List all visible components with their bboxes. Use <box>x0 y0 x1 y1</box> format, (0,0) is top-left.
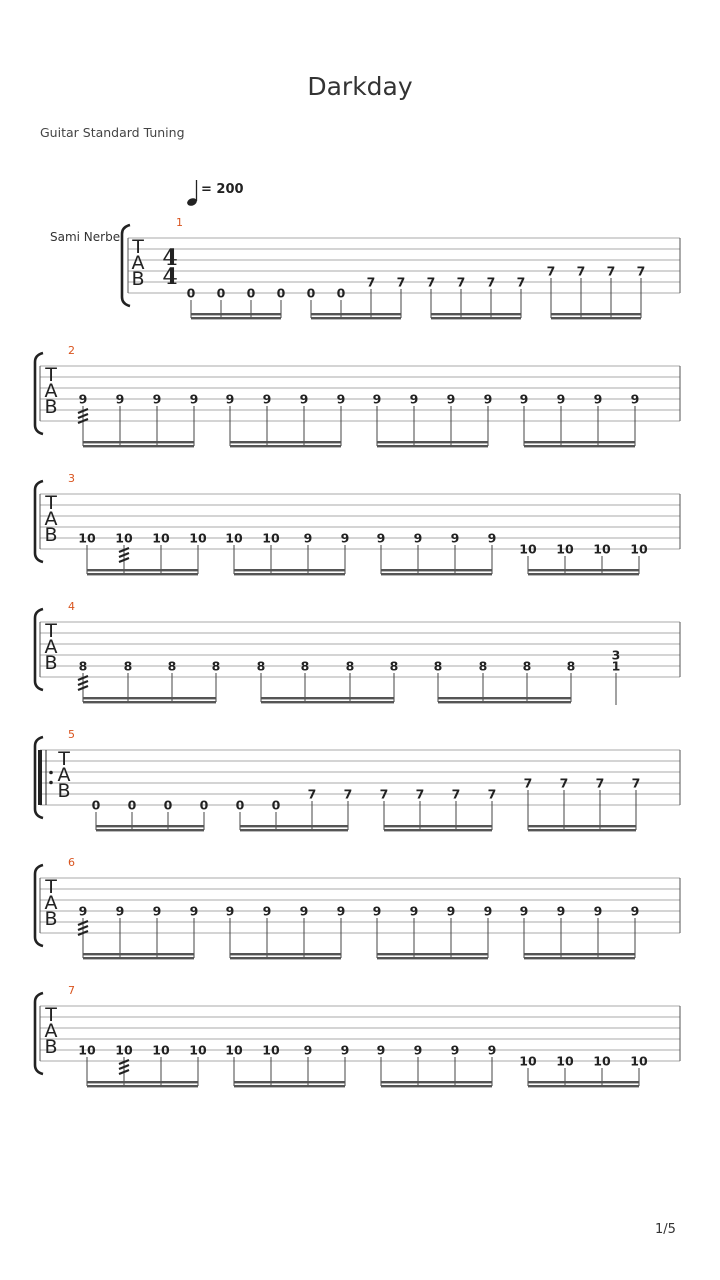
fret-number: 10 <box>519 541 537 557</box>
fret-number: 9 <box>413 530 423 546</box>
fret-number: 7 <box>636 263 646 279</box>
fret-number: 0 <box>163 797 173 813</box>
fret-number: 7 <box>366 274 376 290</box>
fret-number: 10 <box>152 530 170 546</box>
beam <box>234 1085 345 1087</box>
beam <box>230 445 341 447</box>
fret-number: 10 <box>556 541 574 557</box>
tab-clef-letter: A <box>57 764 71 786</box>
beam <box>311 317 401 319</box>
fret-number: 8 <box>522 658 532 674</box>
system-4 <box>35 600 680 705</box>
fret-number: 7 <box>486 274 496 290</box>
beam <box>234 573 345 575</box>
repeat-dot <box>49 781 53 785</box>
fret-number: 0 <box>199 797 209 813</box>
fret-number: 7 <box>487 786 497 802</box>
fret-number: 9 <box>630 903 640 919</box>
fret-number: 10 <box>78 1042 96 1058</box>
beam <box>234 569 345 571</box>
fret-number: 10 <box>593 1053 611 1069</box>
tab-clef-letter: B <box>131 268 145 290</box>
system-bracket <box>122 225 130 306</box>
fret-number: 0 <box>246 285 256 301</box>
fret-number: 9 <box>446 903 456 919</box>
bar-number: 4 <box>68 600 75 613</box>
fret-number: 9 <box>450 530 460 546</box>
tab-clef-letter: T <box>58 748 70 770</box>
bar-number: 6 <box>68 856 75 869</box>
fret-number: 8 <box>78 658 88 674</box>
fret-number: 7 <box>456 274 466 290</box>
tab-clef-letter: A <box>131 252 145 274</box>
beam <box>384 829 492 831</box>
beam <box>524 953 635 955</box>
fret-number: 9 <box>115 903 125 919</box>
beam <box>87 569 198 571</box>
system-5 <box>35 728 680 831</box>
beam <box>381 573 492 575</box>
bar-number: 2 <box>68 344 75 357</box>
time-signature-numerator: 4 <box>162 245 178 271</box>
fret-number: 8 <box>256 658 266 674</box>
fret-number: 9 <box>413 1042 423 1058</box>
beam <box>528 1081 639 1083</box>
fret-number: 7 <box>396 274 406 290</box>
fret-number: 7 <box>576 263 586 279</box>
fret-number: 9 <box>372 903 382 919</box>
fret-number: 8 <box>300 658 310 674</box>
fret-number: 9 <box>593 903 603 919</box>
tab-clef-letter: B <box>44 524 58 546</box>
beam <box>431 317 521 319</box>
beam <box>551 317 641 319</box>
tab-clef-letter: B <box>44 1036 58 1058</box>
tempo-text: = 200 <box>201 182 244 197</box>
tab-clef-letter: T <box>132 236 144 258</box>
fret-number: 9 <box>446 391 456 407</box>
fret-number: 10 <box>189 530 207 546</box>
system-2 <box>35 344 680 447</box>
beam <box>438 697 571 699</box>
fret-number: 10 <box>519 1053 537 1069</box>
tab-clef-letter: T <box>45 364 57 386</box>
fret-number: 8 <box>389 658 399 674</box>
beam <box>528 829 636 831</box>
system-bracket <box>35 609 43 690</box>
time-signature-denominator: 4 <box>162 264 178 290</box>
beam <box>311 313 401 315</box>
tab-clef-letter: B <box>44 652 58 674</box>
beam <box>381 1085 492 1087</box>
beam <box>240 825 348 827</box>
fret-number: 9 <box>303 530 313 546</box>
fret-number: 9 <box>189 903 199 919</box>
fret-number: 9 <box>593 391 603 407</box>
fret-number: 0 <box>186 285 196 301</box>
fret-number: 10 <box>630 1053 648 1069</box>
beam <box>83 445 194 447</box>
beam <box>524 957 635 959</box>
fret-number: 9 <box>376 1042 386 1058</box>
fret-number: 0 <box>127 797 137 813</box>
beam <box>438 701 571 703</box>
fret-number: 7 <box>516 274 526 290</box>
fret-number: 8 <box>478 658 488 674</box>
tab-clef-letter: A <box>44 636 58 658</box>
fret-number: 7 <box>343 786 353 802</box>
beam <box>83 441 194 443</box>
system-bracket <box>35 353 43 434</box>
fret-number: 8 <box>123 658 133 674</box>
fret-number: 9 <box>519 391 529 407</box>
fret-number: 7 <box>546 263 556 279</box>
fret-number: 3 <box>611 647 621 663</box>
beam <box>191 317 281 319</box>
beam <box>96 825 204 827</box>
fret-number: 9 <box>487 530 497 546</box>
fret-number: 10 <box>262 530 280 546</box>
tempo-marking <box>186 180 243 207</box>
fret-number: 0 <box>336 285 346 301</box>
system-1 <box>122 216 680 319</box>
beam <box>381 1081 492 1083</box>
tab-clef-letter: A <box>44 1020 58 1042</box>
fret-number: 8 <box>345 658 355 674</box>
fret-number: 0 <box>91 797 101 813</box>
beam <box>261 697 394 699</box>
fret-number: 9 <box>450 1042 460 1058</box>
beam <box>230 957 341 959</box>
beam <box>551 313 641 315</box>
fret-number: 10 <box>225 530 243 546</box>
fret-number: 7 <box>595 775 605 791</box>
fret-number: 10 <box>556 1053 574 1069</box>
fret-number: 9 <box>487 1042 497 1058</box>
fret-number: 7 <box>307 786 317 802</box>
fret-number: 7 <box>451 786 461 802</box>
tab-clef-letter: B <box>44 908 58 930</box>
beam <box>377 441 488 443</box>
beam <box>96 829 204 831</box>
system-bracket <box>35 865 43 946</box>
beam <box>87 1085 198 1087</box>
beam <box>87 1081 198 1083</box>
track-name: Sami Nerbe <box>50 230 121 244</box>
fret-number: 10 <box>593 541 611 557</box>
fret-number: 10 <box>115 530 133 546</box>
fret-number: 7 <box>559 775 569 791</box>
fret-number: 9 <box>299 391 309 407</box>
beam <box>83 957 194 959</box>
tab-clef-letter: T <box>45 620 57 642</box>
tab-clef-letter: B <box>57 780 71 802</box>
system-6 <box>35 856 680 959</box>
fret-number: 10 <box>189 1042 207 1058</box>
fret-number: 8 <box>167 658 177 674</box>
fret-number: 8 <box>566 658 576 674</box>
tab-clef-letter: A <box>44 508 58 530</box>
fret-number: 9 <box>189 391 199 407</box>
fret-number: 7 <box>379 786 389 802</box>
beam <box>83 697 216 699</box>
beam <box>191 313 281 315</box>
page-number: 1/5 <box>655 1222 676 1237</box>
fret-number: 7 <box>606 263 616 279</box>
fret-number: 9 <box>409 391 419 407</box>
beam <box>240 829 348 831</box>
beam <box>384 825 492 827</box>
fret-number: 9 <box>409 903 419 919</box>
fret-number: 0 <box>235 797 245 813</box>
beam <box>431 313 521 315</box>
beam <box>234 1081 345 1083</box>
fret-number: 7 <box>523 775 533 791</box>
fret-number: 7 <box>631 775 641 791</box>
tab-clef-letter: T <box>45 1004 57 1026</box>
fret-number: 9 <box>225 391 235 407</box>
repeat-thick-barline <box>38 750 42 805</box>
tuning-label: Guitar Standard Tuning <box>40 125 185 140</box>
beam <box>524 441 635 443</box>
bar-number: 1 <box>176 216 183 229</box>
fret-number: 10 <box>225 1042 243 1058</box>
beam <box>261 701 394 703</box>
fret-number: 9 <box>483 391 493 407</box>
fret-number: 10 <box>78 530 96 546</box>
fret-number: 0 <box>271 797 281 813</box>
beam <box>528 1085 639 1087</box>
beam <box>377 953 488 955</box>
fret-number: 0 <box>306 285 316 301</box>
tab-clef-letter: A <box>44 380 58 402</box>
fret-number: 0 <box>216 285 226 301</box>
fret-number: 9 <box>340 530 350 546</box>
fret-number: 7 <box>415 786 425 802</box>
fret-number: 0 <box>276 285 286 301</box>
fret-number: 7 <box>426 274 436 290</box>
tab-clef-letter: A <box>44 892 58 914</box>
fret-number: 9 <box>115 391 125 407</box>
beam <box>528 569 639 571</box>
bar-number: 5 <box>68 728 75 741</box>
beam <box>83 701 216 703</box>
fret-number: 10 <box>262 1042 280 1058</box>
fret-number: 9 <box>556 903 566 919</box>
fret-number: 10 <box>152 1042 170 1058</box>
system-bracket <box>35 481 43 562</box>
fret-number: 9 <box>372 391 382 407</box>
beam <box>377 445 488 447</box>
bar-number: 3 <box>68 472 75 485</box>
system-3 <box>35 472 680 575</box>
beam <box>381 569 492 571</box>
fret-number: 9 <box>225 903 235 919</box>
fret-number: 9 <box>556 391 566 407</box>
tab-clef-letter: B <box>44 396 58 418</box>
fret-number: 9 <box>630 391 640 407</box>
fret-number: 9 <box>299 903 309 919</box>
fret-number: 9 <box>336 391 346 407</box>
fret-number: 8 <box>211 658 221 674</box>
repeat-dot <box>49 771 53 775</box>
fret-number: 10 <box>115 1042 133 1058</box>
fret-number: 9 <box>483 903 493 919</box>
tab-clef-letter: T <box>45 492 57 514</box>
fret-number: 9 <box>262 391 272 407</box>
fret-number: 9 <box>519 903 529 919</box>
system-7 <box>35 984 680 1087</box>
beam <box>87 573 198 575</box>
fret-number: 9 <box>336 903 346 919</box>
fret-number: 9 <box>152 391 162 407</box>
fret-number: 9 <box>376 530 386 546</box>
beam <box>528 573 639 575</box>
fret-number: 8 <box>433 658 443 674</box>
beam <box>83 953 194 955</box>
fret-number: 10 <box>630 541 648 557</box>
bar-number: 7 <box>68 984 75 997</box>
beam <box>230 441 341 443</box>
fret-number: 9 <box>303 1042 313 1058</box>
fret-number: 9 <box>152 903 162 919</box>
fret-number: 1 <box>611 658 621 674</box>
score-title: Darkday <box>307 72 413 101</box>
fret-number: 9 <box>262 903 272 919</box>
beam <box>524 445 635 447</box>
system-bracket <box>35 993 43 1074</box>
beam <box>230 953 341 955</box>
fret-number: 9 <box>78 903 88 919</box>
beam <box>377 957 488 959</box>
beam <box>528 825 636 827</box>
tab-clef-letter: T <box>45 876 57 898</box>
fret-number: 9 <box>78 391 88 407</box>
fret-number: 9 <box>340 1042 350 1058</box>
